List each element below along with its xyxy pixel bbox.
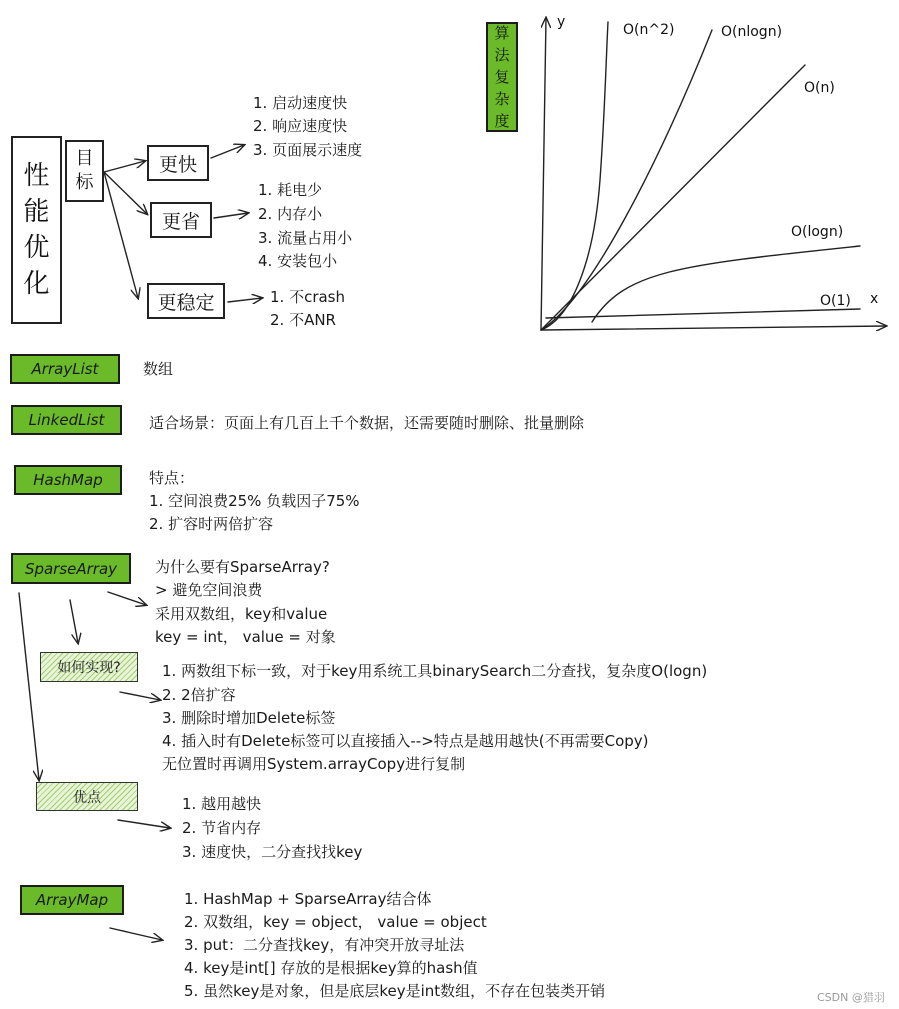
list-item: 3. 页面展示速度 <box>253 141 363 159</box>
curve-label: O(logn) <box>791 224 844 240</box>
curve-n2 <box>541 22 608 330</box>
connector-arrow <box>120 692 160 700</box>
connector-arrow <box>104 172 138 298</box>
sparsearray-line: > 避免空间浪费 <box>155 581 263 599</box>
root-char: 性 <box>23 161 50 191</box>
curve-label: O(nlogn) <box>721 24 783 40</box>
hashmap-line: 2. 扩容时两倍扩容 <box>149 515 274 533</box>
goal-char: 目 <box>75 148 94 169</box>
title-char: 算 <box>494 24 510 42</box>
tag-label: 如何实现? <box>57 660 121 676</box>
how-line: 3. 删除时增加Delete标签 <box>162 709 336 727</box>
curve-1 <box>546 309 860 318</box>
curve-label: O(n^2) <box>623 22 675 38</box>
connector-arrow <box>104 172 147 214</box>
list-item: 2. 不ANR <box>270 311 336 329</box>
goal-char: 标 <box>75 172 94 193</box>
root-char: 化 <box>23 269 50 299</box>
curve-n <box>541 65 805 330</box>
sparsearray-line: 采用双数组，key和value <box>155 605 328 623</box>
curve-label: O(1) <box>820 293 851 309</box>
arraymap-line: 4. key是int[] 存放的是根据key算的hash值 <box>184 959 478 977</box>
list-item: 1. 耗电少 <box>258 181 323 199</box>
hashmap-line: 特点： <box>149 469 195 487</box>
list-item: 2. 响应速度快 <box>253 117 348 135</box>
branch-label: 更稳定 <box>157 291 215 314</box>
title-char: 杂 <box>494 90 510 108</box>
title-char: 复 <box>494 68 510 86</box>
y-axis-label: y <box>557 14 566 30</box>
watermark: CSDN @猎羽 <box>817 991 885 1004</box>
arraymap-line: 3. put：二分查找key，有冲突开放寻址法 <box>184 936 465 954</box>
branch-label: 更快 <box>158 153 197 176</box>
connector-arrow <box>70 600 78 643</box>
root-char: 优 <box>23 233 50 263</box>
adv-line: 3. 速度快，二分查找找key <box>182 843 363 861</box>
list-item: 1. 不crash <box>270 288 346 306</box>
list-item: 1. 启动速度快 <box>253 94 348 112</box>
sparsearray-line: key = int， value = 对象 <box>155 628 336 646</box>
tag-label: LinkedList <box>28 411 105 429</box>
arraymap-line: 1. HashMap + SparseArray结合体 <box>184 890 432 908</box>
connector-arrow <box>104 161 145 172</box>
tag-label: HashMap <box>33 471 103 489</box>
title-char: 法 <box>494 46 510 64</box>
adv-line: 1. 越用越快 <box>182 795 262 813</box>
x-axis <box>541 326 886 330</box>
connector-arrow <box>19 593 39 780</box>
tag-label: ArrayMap <box>35 891 109 909</box>
adv-line: 2. 节省内存 <box>182 819 262 837</box>
curve-label: O(n) <box>804 80 835 96</box>
list-item: 4. 安装包小 <box>258 252 338 270</box>
title-char: 度 <box>494 112 510 130</box>
sparsearray-line: 为什么要有SparseArray? <box>155 558 330 576</box>
linkedlist-text: 适合场景：页面上有几百上千个数据，还需要随时删除、批量删除 <box>149 414 585 432</box>
connector-arrow <box>108 592 146 605</box>
root-char: 能 <box>23 197 50 227</box>
hashmap-line: 1. 空间浪费25% 负载因子75% <box>149 492 360 510</box>
tag-label: 优点 <box>73 789 101 806</box>
how-line: 2. 2倍扩容 <box>162 686 236 704</box>
list-item: 2. 内存小 <box>258 205 323 223</box>
arraymap-line: 5. 虽然key是对象，但是底层key是int数组，不存在包装类开销 <box>184 982 606 1000</box>
curve-nlogn <box>541 30 712 330</box>
arraylist-text: 数组 <box>143 360 174 378</box>
tag-label: SparseArray <box>24 559 118 578</box>
tag-label: ArrayList <box>31 360 99 378</box>
connector-arrow <box>214 213 248 218</box>
arraymap-line: 2. 双数组，key = object， value = object <box>184 913 487 931</box>
how-line: 4. 插入时有Delete标签可以直接插入-->特点是越用越快(不再需要Copy) <box>162 732 649 750</box>
list-item: 3. 流量占用小 <box>258 229 353 247</box>
how-line: 无位置时再调用System.arrayCopy进行复制 <box>162 755 466 773</box>
y-axis <box>541 18 546 330</box>
connector-arrow <box>211 145 244 158</box>
connector-arrow <box>228 298 262 302</box>
connector-arrow <box>110 928 162 940</box>
how-line: 1. 两数组下标一致，对于key用系统工具binarySearch二分查找，复杂度O(logn) <box>162 662 708 680</box>
x-axis-label: x <box>870 291 879 307</box>
branch-label: 更省 <box>161 210 200 233</box>
connector-arrow <box>118 820 170 828</box>
